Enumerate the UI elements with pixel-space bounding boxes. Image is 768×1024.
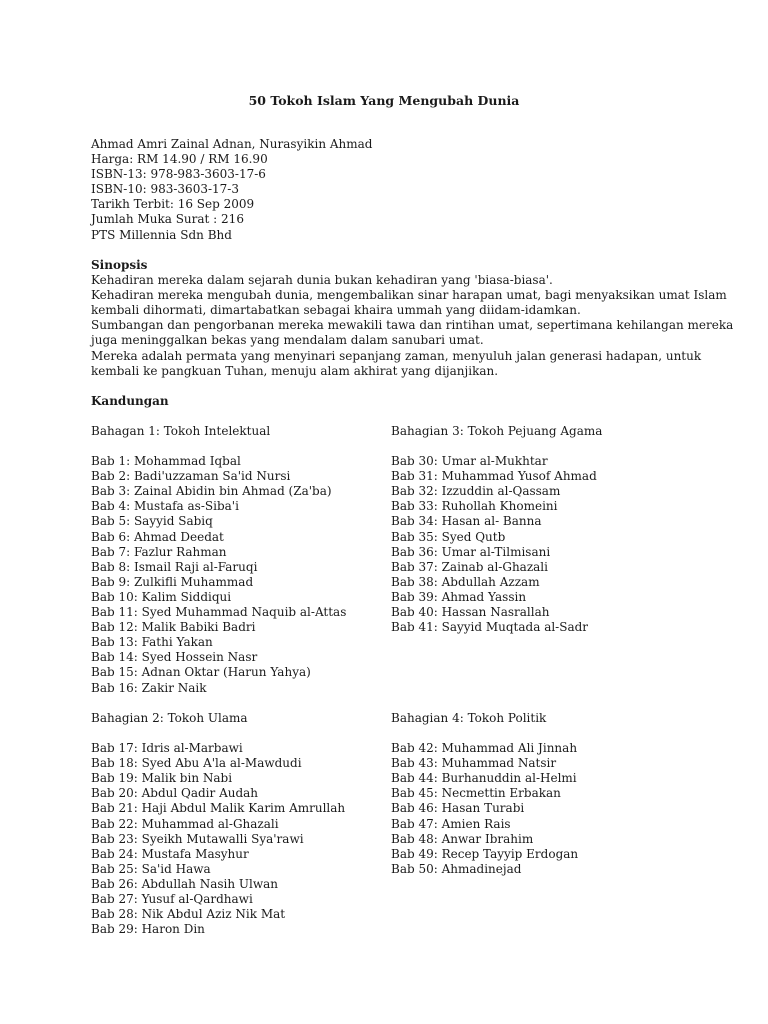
chapter-item: Bab 10: Kalim Siddiqui: [91, 589, 232, 604]
chapter-item: Bab 26: Abdullah Nasih Ulwan: [91, 876, 279, 891]
chapter-item: Bab 30: Umar al-Mukhtar: [391, 454, 548, 469]
section-title: Bahagian 2: Tokoh Ulama: [91, 711, 248, 725]
section-title: Bahagian 4: Tokoh Politik: [391, 711, 547, 725]
chapter-item: Bab 36: Umar al-Tilmisani: [391, 544, 551, 559]
chapter-item: Bab 2: Badi'uzzaman Sa'id Nursi: [91, 469, 291, 484]
chapter-item: Bab 40: Hassan Nasrallah: [391, 605, 550, 620]
chapter-item: Bab 5: Sayyid Sabiq: [91, 514, 213, 529]
isbn-13: ISBN-13: 978-983-3603-17-6: [91, 167, 266, 182]
chapter-item: Bab 27: Yusuf al-Qardhawi: [91, 892, 253, 907]
synopsis-line: Kehadiran mereka dalam sejarah dunia bukan kehadiran yang 'biasa-biasa'.: [91, 273, 553, 288]
chapter-item: Bab 47: Amien Rais: [391, 816, 511, 831]
chapter-item: Bab 49: Recep Tayyip Erdogan: [391, 846, 579, 861]
section-intellectual: [91, 424, 391, 696]
chapter-item: Bab 1: Mohammad Iqbal: [91, 454, 241, 469]
chapter-item: Bab 22: Muhammad al-Ghazali: [91, 816, 279, 831]
page-count: Jumlah Muka Surat : 216: [91, 212, 244, 227]
chapter-item: Bab 44: Burhanuddin al-Helmi: [391, 771, 577, 786]
chapter-item: Bab 19: Malik bin Nabi: [91, 771, 233, 786]
synopsis-heading: Sinopsis: [91, 258, 148, 272]
synopsis-line: kembali ke pangkuan Tuhan, menuju alam akhirat yang dijanjikan.: [91, 363, 499, 378]
chapter-item: Bab 13: Fathi Yakan: [91, 635, 213, 650]
chapter-item: Bab 39: Ahmad Yassin: [391, 589, 527, 604]
section-title: Bahagan 1: Tokoh Intelektual: [91, 424, 271, 438]
chapter-item: Bab 45: Necmettin Erbakan: [391, 786, 561, 801]
section-title: Bahagian 3: Tokoh Pejuang Agama: [391, 424, 603, 438]
chapter-item: Bab 4: Mustafa as-Siba'i: [91, 499, 239, 514]
section-politicians: [391, 711, 691, 877]
chapter-item: Bab 20: Abdul Qadir Audah: [91, 786, 259, 801]
chapter-item: Bab 17: Idris al-Marbawi: [91, 741, 243, 756]
chapter-item: Bab 7: Fazlur Rahman: [91, 544, 227, 559]
synopsis-line: kembali dihormati, dimartabatkan sebagai khaira ummah yang diidam-idamkan.: [91, 303, 581, 318]
book-details: [91, 137, 711, 243]
synopsis-line: Mereka adalah permata yang menyinari sepanjang zaman, menyuluh jalan generasi hadapan, untuk: [91, 348, 702, 363]
isbn-10: ISBN-10: 983-3603-17-3: [91, 182, 239, 197]
chapter-item: Bab 34: Hasan al- Banna: [391, 514, 542, 529]
chapter-item: Bab 35: Syed Qutb: [391, 529, 506, 544]
chapter-item: Bab 16: Zakir Naik: [91, 680, 207, 695]
synopsis-line: Kehadiran mereka mengubah dunia, mengembalikan sinar harapan umat, bagi menyaksikan umat Islam: [91, 288, 727, 303]
chapter-item: Bab 42: Muhammad Ali Jinnah: [391, 741, 578, 756]
chapter-item: Bab 43: Muhammad Natsir: [391, 756, 557, 771]
publish-date: Tarikh Terbit: 16 Sep 2009: [91, 197, 255, 212]
chapter-item: Bab 31: Muhammad Yusof Ahmad: [391, 469, 597, 484]
chapter-item: Bab 37: Zainab al-Ghazali: [391, 559, 548, 574]
chapter-item: Bab 18: Syed Abu A'la al-Mawdudi: [91, 756, 302, 771]
section-religious-fighters: [391, 424, 691, 635]
chapter-item: Bab 50: Ahmadinejad: [391, 861, 522, 876]
chapter-item: Bab 29: Haron Din: [91, 922, 205, 937]
chapter-item: Bab 9: Zulkifli Muhammad: [91, 574, 254, 589]
chapter-item: Bab 6: Ahmad Deedat: [91, 529, 224, 544]
contents-heading: Kandungan: [91, 394, 169, 408]
synopsis-line: Sumbangan dan pengorbanan mereka mewakili tawa dan rintihan umat, sepertimana kehilangan mereka: [91, 318, 734, 333]
chapter-item: Bab 15: Adnan Oktar (Harun Yahya): [91, 665, 311, 680]
chapter-item: Bab 38: Abdullah Azzam: [391, 574, 540, 589]
chapter-item: Bab 25: Sa'id Hawa: [91, 861, 211, 876]
document-title: 50 Tokoh Islam Yang Mengubah Dunia: [248, 93, 520, 108]
synopsis-line: juga meninggalkan bekas yang mendalam dalam sanubari umat.: [91, 333, 484, 348]
section-scholars: [91, 711, 391, 937]
chapter-item: Bab 28: Nik Abdul Aziz Nik Mat: [91, 907, 286, 922]
synopsis-section: [91, 258, 734, 379]
chapter-item: Bab 46: Hasan Turabi: [391, 801, 525, 816]
chapter-item: Bab 32: Izzuddin al-Qassam: [391, 484, 561, 499]
chapter-item: Bab 14: Syed Hossein Nasr: [91, 650, 258, 665]
authors: Ahmad Amri Zainal Adnan, Nurasyikin Ahmad: [91, 137, 373, 151]
chapter-item: Bab 24: Mustafa Masyhur: [91, 846, 249, 861]
publisher: PTS Millennia Sdn Bhd: [91, 227, 232, 242]
chapter-item: Bab 33: Ruhollah Khomeini: [391, 499, 558, 514]
price: Harga: RM 14.90 / RM 16.90: [91, 152, 268, 167]
chapter-item: Bab 41: Sayyid Muqtada al-Sadr: [391, 620, 589, 635]
chapter-item: Bab 21: Haji Abdul Malik Karim Amrullah: [91, 801, 346, 816]
chapter-item: Bab 12: Malik Babiki Badri: [91, 620, 256, 635]
chapter-item: Bab 23: Syeikh Mutawalli Sya'rawi: [91, 831, 304, 846]
chapter-item: Bab 11: Syed Muhammad Naquib al-Attas: [91, 605, 347, 620]
chapter-item: Bab 3: Zainal Abidin bin Ahmad (Za'ba): [91, 484, 332, 499]
chapter-item: Bab 8: Ismail Raji al-Faruqi: [91, 559, 258, 574]
chapter-item: Bab 48: Anwar Ibrahim: [391, 831, 534, 846]
